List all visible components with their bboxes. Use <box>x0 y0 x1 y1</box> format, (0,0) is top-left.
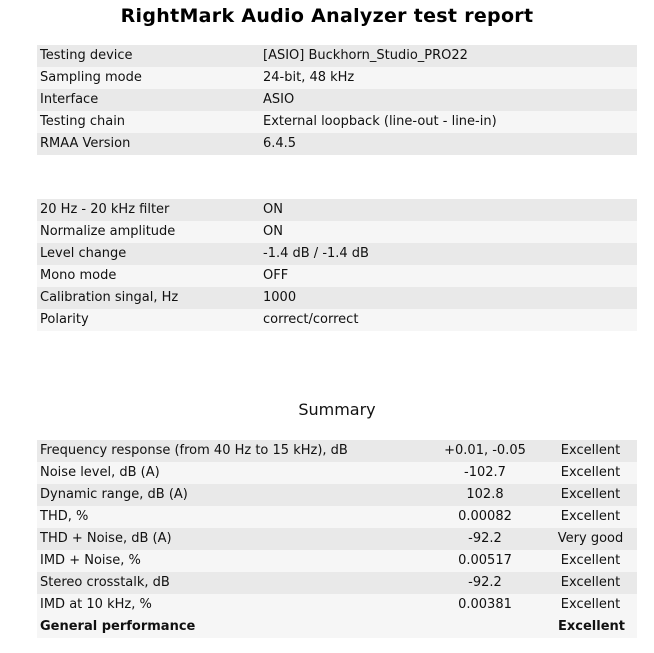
info-label: Sampling mode <box>37 67 260 89</box>
summary-rating: Excellent <box>550 506 637 528</box>
table-row <box>37 484 637 506</box>
summary-value: -102.7 <box>420 462 550 484</box>
summary-rating: Very good <box>550 528 637 550</box>
setting-label: Polarity <box>37 309 260 331</box>
table-row <box>37 221 637 243</box>
table-row <box>37 133 637 155</box>
info-value: 6.4.5 <box>260 133 637 155</box>
summary-table <box>37 440 637 638</box>
table-row <box>37 287 637 309</box>
info-label: Testing chain <box>37 111 260 133</box>
summary-value: 0.00517 <box>420 550 550 572</box>
summary-value: 102.8 <box>420 484 550 506</box>
report-title: RightMark Audio Analyzer test report <box>120 5 534 27</box>
summary-value: 0.00082 <box>420 506 550 528</box>
summary-param: Noise level, dB (A) <box>37 462 420 484</box>
summary-value: 0.00381 <box>420 594 550 616</box>
table-row <box>37 550 637 572</box>
summary-value: -92.2 <box>420 528 550 550</box>
table-row <box>37 111 637 133</box>
table-row <box>37 67 637 89</box>
summary-value: +0.01, -0.05 <box>420 440 550 462</box>
general-performance-rating: Excellent <box>550 616 637 638</box>
summary-param: Frequency response (from 40 Hz to 15 kHz), dB <box>37 440 420 462</box>
setting-label: 20 Hz - 20 kHz filter <box>37 199 260 221</box>
general-performance-label: General performance <box>37 616 420 638</box>
table-row <box>37 506 637 528</box>
summary-rating: Excellent <box>550 594 637 616</box>
info-label: Testing device <box>37 45 260 67</box>
summary-param: IMD at 10 kHz, % <box>37 594 420 616</box>
device-info-table <box>37 45 637 155</box>
summary-param: Dynamic range, dB (A) <box>37 484 420 506</box>
summary-heading: Summary <box>298 400 376 419</box>
summary-param: Stereo crosstalk, dB <box>37 572 420 594</box>
table-row <box>37 528 637 550</box>
summary-rating: Excellent <box>550 462 637 484</box>
info-label: RMAA Version <box>37 133 260 155</box>
setting-value: ON <box>260 221 637 243</box>
table-row <box>37 89 637 111</box>
info-value: ASIO <box>260 89 637 111</box>
setting-value: -1.4 dB / -1.4 dB <box>260 243 637 265</box>
table-row <box>37 440 637 462</box>
setting-label: Mono mode <box>37 265 260 287</box>
info-value: 24-bit, 48 kHz <box>260 67 637 89</box>
general-performance-row <box>37 616 637 638</box>
info-label: Interface <box>37 89 260 111</box>
table-row <box>37 572 637 594</box>
summary-rating: Excellent <box>550 440 637 462</box>
setting-value: ON <box>260 199 637 221</box>
table-row <box>37 265 637 287</box>
summary-rating: Excellent <box>550 484 637 506</box>
setting-value: correct/correct <box>260 309 637 331</box>
table-row <box>37 462 637 484</box>
summary-rating: Excellent <box>550 550 637 572</box>
setting-value: 1000 <box>260 287 637 309</box>
info-value: External loopback (line-out - line-in) <box>260 111 637 133</box>
summary-param: IMD + Noise, % <box>37 550 420 572</box>
setting-label: Calibration singal, Hz <box>37 287 260 309</box>
table-row <box>37 309 637 331</box>
summary-rating: Excellent <box>550 572 637 594</box>
table-row <box>37 594 637 616</box>
general-performance-value <box>420 616 550 638</box>
info-value: [ASIO] Buckhorn_Studio_PRO22 <box>260 45 637 67</box>
table-row <box>37 45 637 67</box>
setting-label: Level change <box>37 243 260 265</box>
settings-table <box>37 199 637 331</box>
summary-value: -92.2 <box>420 572 550 594</box>
table-row <box>37 243 637 265</box>
setting-label: Normalize amplitude <box>37 221 260 243</box>
summary-param: THD, % <box>37 506 420 528</box>
summary-param: THD + Noise, dB (A) <box>37 528 420 550</box>
table-row <box>37 199 637 221</box>
setting-value: OFF <box>260 265 637 287</box>
